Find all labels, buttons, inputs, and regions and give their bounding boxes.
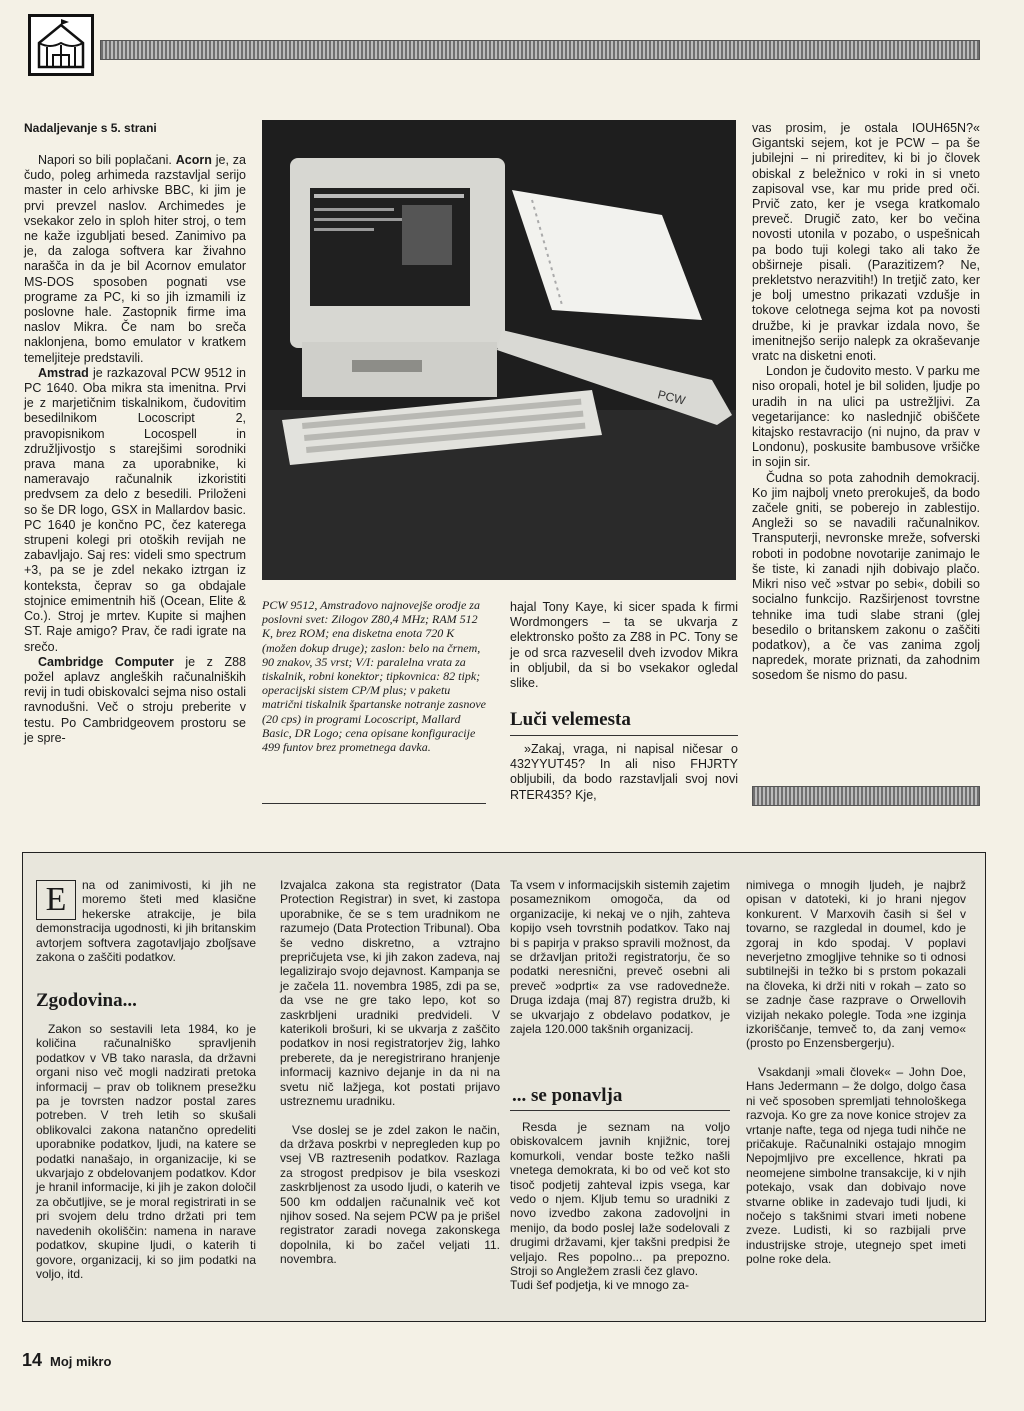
box-column-2: [280, 878, 500, 1267]
box-column-1b: [36, 1022, 256, 1281]
continuation-note: Nadaljevanje s 5. strani: [24, 121, 157, 135]
paragraph-ta-vsem: Ta vsem v informacijskih sistemih zajetim posameznikom omogoča, da od organizacije, ki nekaj ve o njih, zahteva kopijo vseh tovrstnih podatkov. Tako naj bi s papirja v prakso spravili možnost, da se državljan pritoži registratorju, če so podatki neresnični, preveč osebni ali preveč »odprti« za vse radovedneže. Druga izdaja (maj 87) registra družb, ki se ukvarjajo z obdelavo podatkov, je zajela 120.000 takšnih organizacij.: [510, 878, 730, 1037]
box-column-1: [36, 878, 256, 964]
paragraph-acorn: Napori so bili poplačani. Acorn je, za čudo, poleg arhimeda razstavljal serijo master in celo arhivske BBC, ki jim je prvi prevzel naslov. Archimedes je vsekakor zelo in sploh hiter stroj, o tem ne kaže izgubljati besed. Zanimivo pa je, da zaloga softvera kar živahno narašča in da je bil Acornov emulator MS-DOS sposoben pognati vse programe za PC, ki so jih izmamili iz poslovne hale. Zastopnik firme ima naslov Mikra. Če nam bo sreča naklonjena, bomo emulator v kratkem temeljiteje predstavili.: [24, 153, 246, 365]
magazine-logo: [28, 14, 94, 76]
caption-rule: [262, 803, 486, 804]
magazine-name: Moj mikro: [50, 1354, 112, 1369]
article-column-4: [752, 121, 980, 684]
paragraph-zakon: Zakon so sestavili leta 1984, ko je količina računalniško spravljenih podatkov v VB tako narasla, da državni organi niso več mogli nadzirati pretoka informacij – prav ob toliknem presežku pa je tovrsten nadzor postal zares potreben. V treh letih so skušali oblikovalci zakona natančno opredeliti uporabnike podatkov, ljudi, na katere se podatki nanašajo, in organizacije, ki se ukvarjajo z obdelovanjem podatkov. Kdor je hranil informacije, ki jih je zakon določil za občutljive, se je moral registrirati in se pri svojem delu trdno držati pri tem navedenih okoliščin: namena in narave podatkov, skupine ljudi, o katerih ti govore, organizacij, ki so jim podatki na voljo, itd.: [36, 1022, 256, 1281]
page-number: 14: [22, 1350, 43, 1370]
paragraph-izvajalca: Izvajalca zakona sta registrator (Data Protection Registrar) in svet, ki zastopa uporabnike, če se s tem uradnikom ne razumejo (Data Protection Tribunal). Oba še vedno diskretno, a vztrajno prepričujeta vse, ki jih zakon zadeva, naj legalizirajo svojo dejavnost. Kampanja se je začela 11. novembra 1985, zdi pa se, da vse ne gre tako lepo, kot so zaskrbljeni uradniki predvideli. V katerikoli brošuri, ki se ukvarja z zaščito podatkov in nosi registratorjev žig, lahko preberete, da je neregistrirano hranjenje informacij kaznivo dejanje in da ni na svetu nič lažjega, kot postati prijavo ustreznemu uradniku.: [280, 878, 500, 1109]
paragraph-cambridge: Cambridge Computer je z Z88 požel aplavz angleških računalniških revij in tudi obiskovalci sejma niso ostali ravnodušni. Več o stroju preberite v testu. Po Cambridgeovem prostoru se je spre-: [24, 654, 246, 745]
circus-tent-icon: [31, 17, 91, 73]
box-column-3b: [510, 1120, 730, 1293]
article-column-1: [24, 153, 246, 746]
paragraph-resda: Resda je seznam na voljo obiskovalcem javnih knjižnic, torej komurkoli, vendar boste težko našli vnetega demokrata, ki bo od več kot sto tisoč podjetij zahteval izpis vsega, kar vedo o njem. Kljub temu so uradniki z novo izvedbo zakona zadovoljni in menijo, da bodo poslej laže sodelovali z drugimi državami, kjer takšni predpisi že veljajo. Res popolno... pa prepozno. Stroji so Angležem zrasli čez glavo. Tudi šef podjetja, ki ve mnogo za-: [510, 1120, 730, 1293]
heading-rule-2: [510, 1110, 730, 1111]
paragraph-london: London je čudovito mesto. V parku me niso oropali, hotel je bil soliden, ljudje po uradih in na ulici pa ustrežljivi. Za vegetarijance: ko naslednjič obiščete kitajsko restavracijo (ni nujno, da prav v Londonu), poskusite bambusove vršičke in sojin sir.: [752, 364, 980, 470]
box-column-3: [510, 878, 730, 1036]
page-footer: [22, 1350, 111, 1371]
paragraph-nimivega: nimivega o mnogih ljudeh, je najbrž opisan v datoteki, ki jo hrani njegov konkurent. V Marxovih časih si šel v tovarno, se razgledal in doumel, kdo je zgoraj in kdo spodaj. V poplavi neverjetno zmogljive tehnike so ti odnosi subtilnejši in težko bi s prstom pokazali na človeka, ki drži niti v rokah – zato so se zadnje čase razprave o Orwellovih vizijah nekako polegle. Toda »ne izginja izkoriščanje, temveč to, da zanj vemo« (prosto po Enzensbergerju).: [746, 878, 966, 1051]
paragraph-sejem: vas prosim, je ostala IOUH65N?« Gigantski sejem, kot je PCW – pa še jubilejni – ni prireditev, ki bi jo človek obiskal z beležnico v roki in si vneto zapisoval vse, kar mu pride pred oči. Prvič zato, ker je vsega kratkomalo preveč. Drugič zato, ker bo večina novosti utonila v pozabo, o uspešnicah pa bodo tuji kolegi tako ali tako že obširneje pisali. (Parazitizem? Ne, prekletstvo nerazvitih!) In tretjič zato, ker je bolj umestno prikazati vzdušje in tokove celotnega sejma kot pa novosti družbe, ki je pravkar izdala novo, še imenitnejšo serijo nalepk za okraševanje vratc na disketni enoti.: [752, 121, 980, 364]
drop-cap: E: [36, 880, 76, 920]
printer-label: PCW: [656, 387, 687, 408]
product-photo: [262, 120, 736, 580]
article-column-3b: [510, 742, 738, 803]
box-column-4: [746, 878, 966, 1267]
section-heading-luci: Luči velemesta: [510, 709, 631, 730]
heading-rule: [510, 735, 738, 736]
paragraph-amstrad: Amstrad je razkazoval PCW 9512 in PC 1640. Oba mikra sta imenitna. Prvi je z marjetičnim tiskalnikom, čudovitim besedilnikom Locoscript 2, pravopisnikom Locospell in združljivostjo s starejšimi sorodniki prava mana za uporabnike, ki nameravajo računalnik izkoristiti predvsem za delo z besedili. Priloženi so še DR logo, GSX in Mallardov basic. PC 1640 je končno PC, čez katerega strupeni kolegi pri otoških revijah ne zabavljajo. Saj res: videli smo spectrum +3, pa se je zdel nekako iztrgan iz konteksta, čeprav so ga obdajale stojnice emimentnih hiš (Ocean, Elite & Co.). Stroj je mrtev. Kupite si majhen ST. Raje amigo? Prav, če radi igrate na srečo.: [24, 365, 246, 654]
article-column-3: [510, 600, 738, 691]
column-end-rule: [752, 786, 980, 806]
photo-caption: PCW 9512, Amstradovo najnovejše orodje za poslovni svet: Zilogov Z80,4 MHz; RAM 512 K, brez ROM; ena disketna enota 720 K (možen dokup druge); zaslon: belo na črnem, 90 znakov, 35 vrst; V/I: paralelna vrata za tiskalnik, robni konektor; tipkovnica: 82 tipk; operacijski sistem CP/M plus; v paketu matrični tiskalnik špartanske notranje zasnove (20 cps) in programi Locoscript, Mallard Basic, DR Logo; cena opisane konfiguracije 499 funtov brez prometnega davka.: [262, 598, 486, 755]
section-heading-zgodovina: Zgodovina...: [36, 990, 137, 1011]
paragraph-demokracije: Čudna so pota zahodnih demokracij. Ko jim najbolj vneto prerokuješ, da bodo začele gniti, se poberejo in zablestijo. Angleži so se navadili računalnikov. Transputerji, nevronske mreže, sofverski roboti in podobne novotarije zanimajo le še tiste, ki zanadi njih dobivajo plačo. Mikri niso več »stvar po sebi«, dobili so socialno funkcijo. Razširjenost tovrstne tehnike ima tudi slabe strani (glej besedilo o britanskem zakonu o zaščiti podatkov), a če vas zanima zgolj napredek, morate priznati, da zahodnim sosedom še nismo do pasu.: [752, 470, 980, 683]
paragraph-vse-doslej: Vse doslej se je zdel zakon le način, da država poskrbi v nepregleden kup po vsej VB raztresenih podatkov. Razlaga za strogost predpisov je bila vseskozi zaskrbljenost za usodo ljudi, o katerih ve 500 km oddaljen računalnik več kot njihov sosed. Na sejem PCW pa je prišel registrator zaradi novega zakonskega dopolnila, ki bo začel veljati 11. novembra.: [280, 1122, 500, 1267]
paragraph-mali-clovek: Vsakdanji »mali človek« – John Doe, Hans Jedermann – že dolgo, dolgo časa ni več sposoben spremljati tehnološkega razvoja. Ko gre za nove konice strojev za vrtanje nafte, tega od njega tudi nihče ne pričakuje. Računalniki ostajajo mnogim Nepojmljivo pre excellence, hkrati pa neomejene simbolne transakcije, ki v njih potekajo, vsak dan dobivajo nove stvarne oblike in zadevajo tudi ljudi, ki nočejo s takšnimi stvari imeti nobene zveze. Ludisti, ki so razbijali prve industrijske stroje, utegnejo spet imeti polne roke dela.: [746, 1064, 966, 1267]
box-intro: na od zanimivosti, ki jih ne moremo šteti med klasične hekerske atrakcije, je bila demonstracija ugodnosti, ki jih britanskim avtorjem softvera zagotavljajo zbolǰsave zakona o zaščiti podatkov.: [36, 878, 256, 965]
paragraph-tony-kaye: hajal Tony Kaye, ki sicer spada k firmi Wordmongers – ta se ukvarja z elektronsko pošto za Z88 in PC. Tony se je od srca razveselil dveh izvodov Mikra in obljubil, da si bo vsekakor ogledal slike.: [510, 600, 738, 691]
header-rule: [100, 40, 980, 60]
paragraph-zakaj: »Zakaj, vraga, ni napisal ničesar o 432YYUT45? In ali niso FHJRTY obljubili, da bodo razstavljali svoj novi RTER435? Kje,: [510, 742, 738, 802]
section-heading-ponavlja: ... se ponavlja: [512, 1085, 623, 1106]
